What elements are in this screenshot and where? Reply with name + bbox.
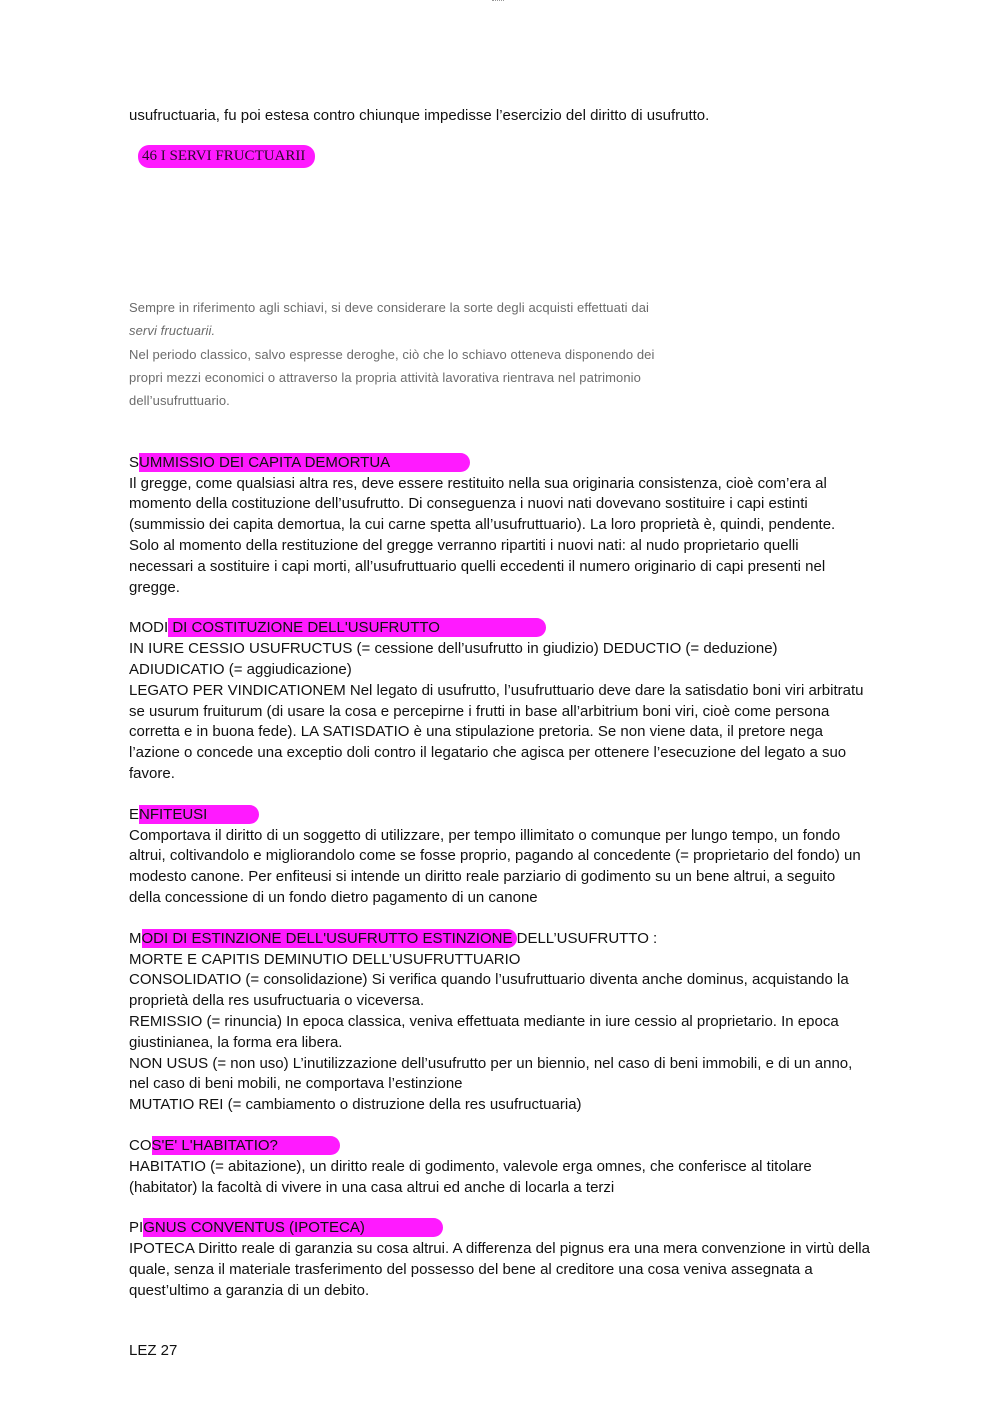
section-habitatio (129, 1136, 899, 1198)
text-line: CONSOLIDATIO (= consolidazione) Si verifica quando l’usufruttuario diventa anche dominus, acquistando la (129, 971, 849, 989)
page-footer: LEZ 27 (129, 1342, 178, 1359)
text-line: necessari a sostituire i capi morti, all’usufruttuario quelli eccedenti il numero originario di capi presenti nel (129, 557, 826, 575)
text-line: Comportava il diritto di un soggetto di utilizzare, per tempo illimitato o comunque per lungo tempo, un fondo (129, 826, 841, 844)
text-line: MORTE E CAPITIS DEMINUTIO DELL’USUFRUTTUARIO (129, 950, 521, 968)
section-heading: MODI DI COSTITUZIONE DELL'USUFRUTTO (129, 618, 899, 639)
section-summissio (129, 453, 899, 599)
text-line: modesto canone. Per enfiteusi si intende un diritto reale parziario di godimento su un bene altrui, a seguito (129, 868, 836, 886)
text-line: altrui, coltivandolo e migliorandolo come se fosse proprio, pagando al concedente (= proprietario del fondo) un (129, 847, 861, 865)
text-line: REMISSIO (= rinuncia) In epoca classica, veniva effettuata mediante in iure cessio al proprietario. In epoca (129, 1012, 839, 1030)
section-heading: SUMMISSIO DEI CAPITA DEMORTUA (129, 453, 899, 474)
section-heading: MODI DI ESTINZIONE DELL'USUFRUTTO ESTINZIONE DELL’USUFRUTTO : (129, 929, 658, 947)
blurred-line: dell’usufruttuario. (129, 393, 230, 409)
section-heading: ENFITEUSI (129, 805, 899, 826)
text-line: (summissio dei capita demortua, la cui carne spetta all’usufruttuario). La loro proprietà è, quindi, pendente. (129, 516, 836, 534)
text-line: quale, senza il materiale trasferimento del possesso del bene al creditore una cosa veniva assegnata a (129, 1260, 813, 1278)
highlight-title-row (129, 145, 899, 168)
section-estinzione (129, 929, 899, 1116)
section-enfiteusi (129, 805, 899, 909)
text-line: nel caso di beni mobili, ne comportava l’estinzione (129, 1075, 463, 1093)
page-top-mark (492, 0, 504, 3)
section-costituzione (129, 618, 899, 784)
blurred-line: Nel periodo classico, salvo espresse deroghe, ciò che lo schiavo otteneva disponendo dei (129, 346, 655, 362)
text-line: corretta e in buona fede). LA SATISDATIO è una stipulazione pretoria. Se non viene data, il pretore nega (129, 723, 824, 741)
section-pignus (129, 1218, 899, 1301)
text-line: della concessione di un fondo dietro pagamento di un canone (129, 888, 538, 906)
blurred-line: servi fructuarii. (129, 323, 216, 339)
top-line: usufructuaria, fu poi estesa contro chiunque impedisse l’esercizio del diritto di usufrutto. (129, 107, 710, 124)
section-heading: PIGNUS CONVENTUS (IPOTECA) (129, 1218, 899, 1239)
text-line: LEGATO PER VINDICATIONEM Nel legato di usufrutto, l’usufruttuario deve dare la satisdatio boni viri arbitratu (129, 681, 864, 699)
blurred-line: propri mezzi economici o attraverso la propria attività lavorativa rientrava nel patrimonio (129, 370, 641, 386)
blurred-image-text (129, 296, 719, 413)
document-page (129, 106, 899, 1302)
text-line: proprietà della res usufructuaria o viceversa. (129, 992, 425, 1010)
text-line: NON USUS (= non uso) L’inutilizzazione dell’usufrutto per un biennio, nel caso di beni immobili, e di un anno, (129, 1054, 853, 1072)
text-line: l’azione o concede una exceptio doli contro il legatario che agisca per ottenere l’esecuzione del legato a suo (129, 744, 847, 762)
text-line: Il gregge, come qualsiasi altra res, deve essere restituito nella sua originaria consistenza, cioè com’era al (129, 474, 827, 492)
text-line: Solo al momento della restituzione del gregge verranno ripartiti i nuovi nati: al nudo proprietario quelli (129, 537, 799, 555)
text-line: se usurum fruiturum (di usare la cosa e percepirne i frutti in base all’arbitrium boni viri, cioè come persona (129, 702, 830, 720)
blurred-line: Sempre in riferimento agli schiavi, si deve considerare la sorte degli acquisti effettuati dai (129, 299, 650, 315)
text-line: momento della costituzione dell’usufrutto. Di conseguenza i nuovi nati dovevano sostituire i capi estinti (129, 495, 808, 513)
section-heading: COS'E' L'HABITATIO? (129, 1136, 899, 1157)
text-line: HABITATIO (= abitazione), un diritto reale di godimento, valevole erga omnes, che conferisce al titolare (129, 1157, 812, 1175)
text-line: MUTATIO REI (= cambiamento o distruzione della res usufructuaria) (129, 1096, 582, 1114)
text-line: IN IURE CESSIO USUFRUCTUS (= cessione dell’usufrutto in giudizio) DEDUCTIO (= deduzione) (129, 640, 778, 658)
text-line: ADIUDICATIO (= aggiudicazione) (129, 661, 352, 678)
text-line: gregge. (129, 578, 180, 596)
text-line: quest’ultimo a garanzia di un debito. (129, 1281, 370, 1299)
highlight-title: 46 I SERVI FRUCTUARII (138, 145, 315, 168)
text-line: giustinianea, la forma era libera. (129, 1033, 343, 1051)
text-line: (habitator) la facoltà di vivere in una casa altrui ed anche di locarla a terzi (129, 1178, 615, 1196)
text-line: favore. (129, 764, 175, 782)
text-line: IPOTECA Diritto reale di garanzia su cosa altrui. A differenza del pignus era una mera convenzione in virtù della (129, 1240, 870, 1258)
